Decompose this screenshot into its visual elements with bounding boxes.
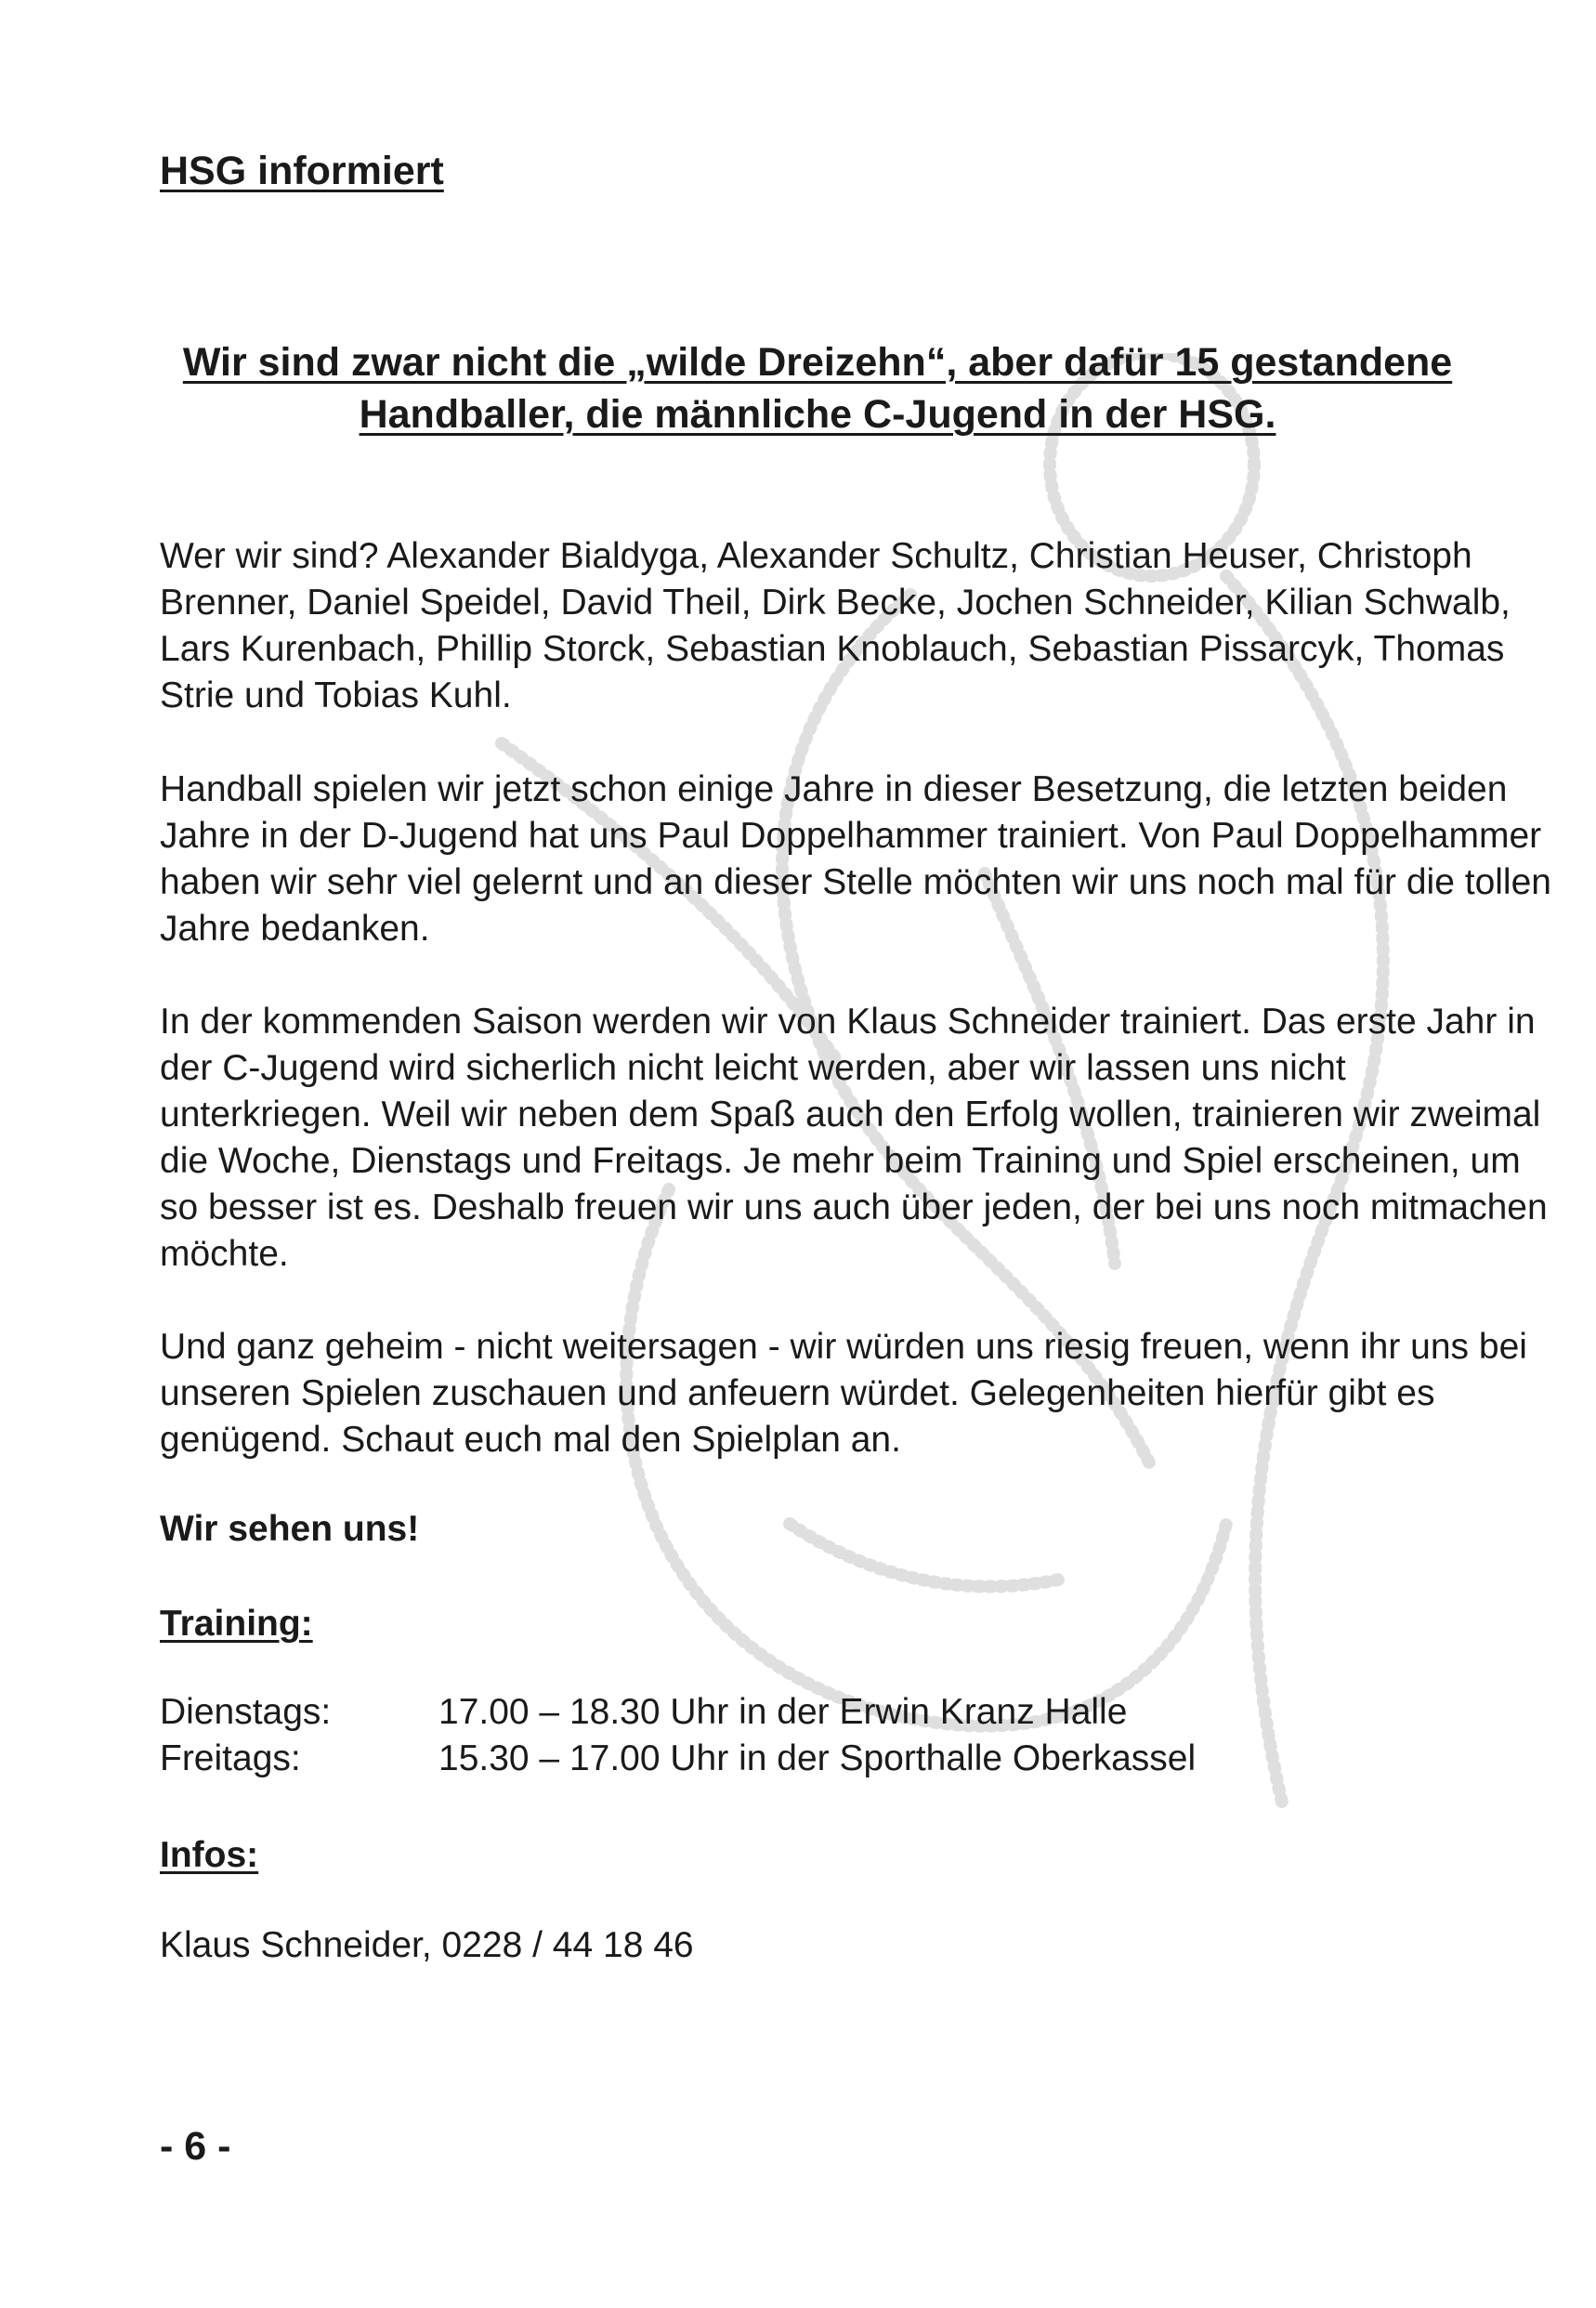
training-time: 15.30 – 17.00 Uhr in der Sporthalle Oberkassel xyxy=(438,1738,1197,1778)
closing-line: Wir sehen uns! xyxy=(160,1509,420,1549)
paragraph-season: In der kommenden Saison werden wir von Klaus Schneider trainiert. Das erste Jahr in der C-Jugend wird sicherlich nicht leicht werden, aber wir lassen uns nicht unterkriegen. Weil wir neben dem Spaß auch den Erfolg wollen, trainieren wir zweimal die Woche, Dienstags und Freitags. Je mehr beim Training und Spiel erscheinen, um so besser ist es. Deshalb freuen wir uns auch über jeden, der bei uns noch mitmachen möchte. xyxy=(160,1002,1548,1274)
paragraph-history: Handball spielen wir jetzt schon einige Jahre in dieser Besetzung, die letzten beiden Jahre in der D-Jugend hat uns Paul Doppelhammer trainiert. Von Paul Doppelhammer haben wir sehr viel gelernt und an dieser Stelle möchten wir uns noch mal für die tollen Jahre bedanken. xyxy=(160,769,1551,949)
contact-info: Klaus Schneider, 0228 / 44 18 46 xyxy=(160,1925,694,1965)
headline-line-1: Wir sind zwar nicht die „wilde Dreizehn“, aber dafür 15 gestandene xyxy=(182,340,1453,385)
infos-heading: Infos: xyxy=(160,1835,259,1875)
page-number: - 6 - xyxy=(160,2124,231,2169)
training-heading: Training: xyxy=(160,1604,313,1644)
article-headline xyxy=(130,336,1505,440)
training-time: 17.00 – 18.30 Uhr in der Erwin Kranz Halle xyxy=(438,1692,1128,1732)
training-day: Freitags: xyxy=(160,1738,301,1778)
paragraph-team-members: Wer wir sind? Alexander Bialdyga, Alexander Schultz, Christian Heuser, Christoph Brenner, Daniel Speidel, David Theil, Dirk Becke, Jochen Schneider, Kilian Schwalb, Lars Kurenbach, Phillip Storck, Sebastian Knoblauch, Sebastian Pissarcyk, Thomas Strie und Tobias Kuhl. xyxy=(160,536,1511,715)
page-header-title: HSG informiert xyxy=(160,149,444,193)
headline-line-2: Handballer, die männliche C-Jugend in der HSG. xyxy=(359,392,1276,437)
training-day: Dienstags: xyxy=(160,1692,332,1732)
paragraph-invitation: Und ganz geheim - nicht weitersagen - wir würden uns riesig freuen, wenn ihr uns bei unseren Spielen zuschauen und anfeuern würdet. Gelegenheiten hierfür gibt es genügend. Schaut euch mal den Spielplan an. xyxy=(160,1327,1527,1460)
